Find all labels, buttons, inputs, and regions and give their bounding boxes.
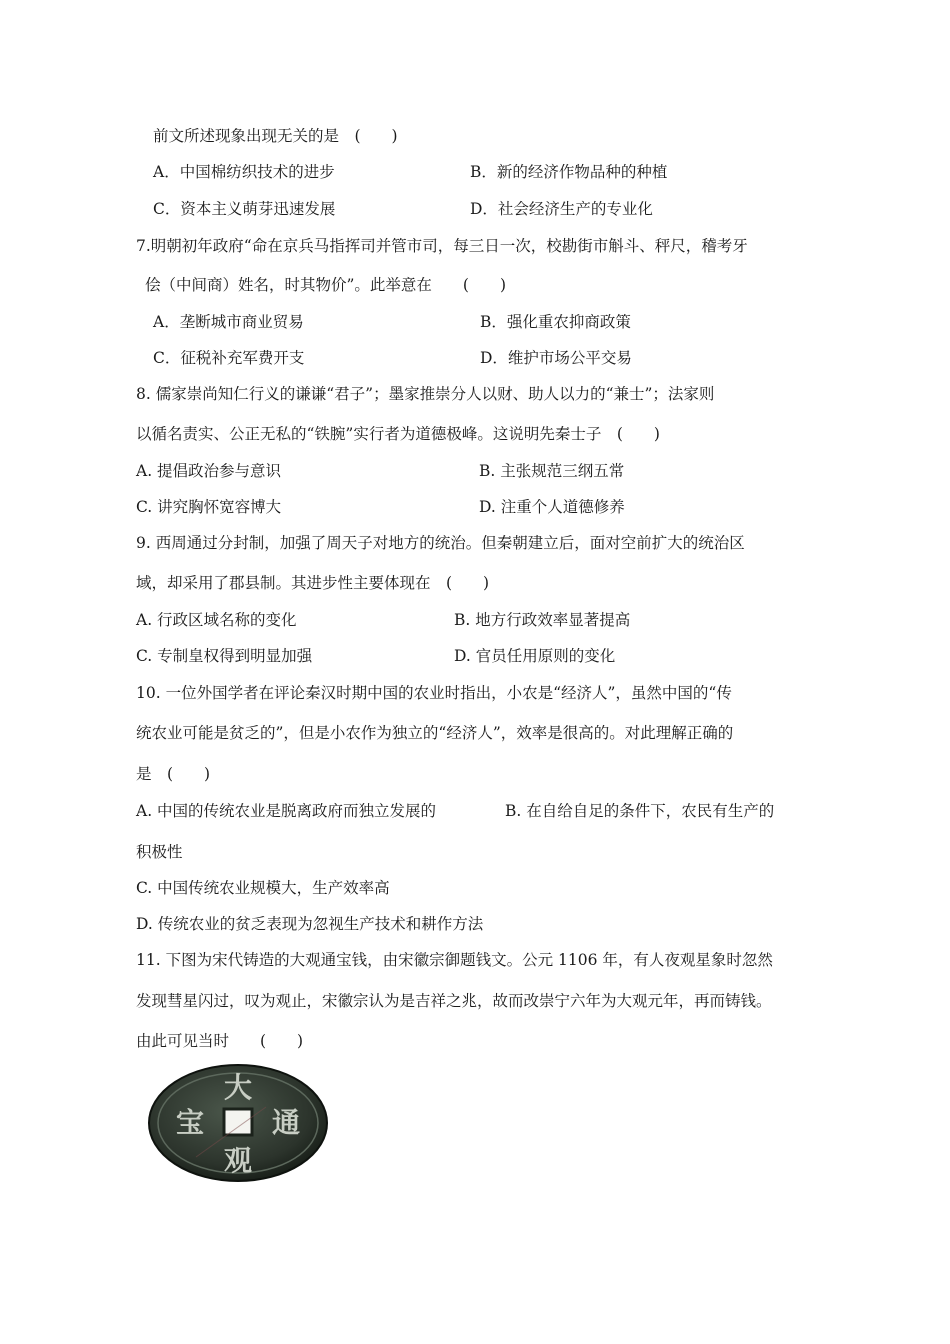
q8-stem-line1: 8. 儒家崇尚知仁行义的谦谦“君子”；墨家推崇分人以财、助人以力的“兼士”；法家则 — [136, 385, 715, 403]
q9-stem-line2: 域，却采用了郡县制。其进步性主要体现在 ( ) — [136, 574, 490, 592]
q11-stem-line3: 由此可见当时 ( ) — [136, 1032, 304, 1050]
q6-stem-tail: 前文所述现象出现无关的是 ( ) — [153, 127, 398, 145]
q8-option-b: B. 主张规范三纲五常 — [479, 462, 625, 480]
q7-option-a: A．垄断城市商业贸易 — [153, 313, 304, 331]
q6-option-b: B．新的经济作物品种的种植 — [470, 163, 668, 181]
coin-char-top: 大 — [223, 1071, 253, 1104]
q10-option-c: C. 中国传统农业规模大，生产效率高 — [136, 879, 390, 897]
q9-option-b: B. 地方行政效率显著提高 — [454, 611, 631, 629]
q10-option-d: D. 传统农业的贫乏表现为忽视生产技术和耕作方法 — [136, 915, 484, 933]
q6-option-c: C．资本主义萌芽迅速发展 — [153, 200, 336, 218]
coin-char-left: 宝 — [175, 1106, 205, 1139]
q7-option-d: D．维护市场公平交易 — [480, 349, 632, 367]
q10-stem-line1: 10. 一位外国学者在评论秦汉时期中国的农业时指出，小农是“经济人”，虽然中国的“传 — [136, 684, 732, 702]
q8-option-a: A. 提倡政治参与意识 — [136, 462, 282, 480]
q8-stem-line2: 以循名责实、公正无私的“铁腕”实行者为道德极峰。这说明先秦士子 ( ) — [136, 425, 660, 443]
q9-stem-line1: 9. 西周通过分封制，加强了周天子对地方的统治。但秦朝建立后，面对空前扩大的统治区 — [136, 534, 745, 552]
q11-stem-line2: 发现彗星闪过，叹为观止，宋徽宗认为是吉祥之兆，故而改崇宁六年为大观元年，再而铸钱。 — [136, 992, 772, 1010]
coin-char-right: 通 — [271, 1106, 301, 1139]
coin-char-bottom: 观 — [223, 1144, 253, 1177]
coin-square-hole — [224, 1109, 252, 1135]
q7-option-b: B．强化重农抑商政策 — [480, 313, 631, 331]
q10-stem-line2: 统农业可能是贫乏的”，但是小农作为独立的“经济人”，效率是很高的。对此理解正确的 — [136, 724, 734, 742]
q6-option-a: A．中国棉纺织技术的进步 — [153, 163, 335, 181]
q10-option-b-line2: 积极性 — [136, 843, 183, 861]
q9-option-a: A. 行政区域名称的变化 — [136, 611, 297, 629]
q6-option-d: D．社会经济生产的专业化 — [470, 200, 653, 218]
q7-stem-line1: 7.明朝初年政府“命在京兵马指挥司并管市司，每三日一次，校勘街市斛斗、秤尺，稽考牙 — [136, 237, 748, 255]
coin-image — [146, 1062, 330, 1184]
q7-stem-line2: 侩（中间商）姓名，时其物价”。此举意在 ( ) — [145, 276, 507, 294]
q9-option-c: C. 专制皇权得到明显加强 — [136, 647, 313, 665]
q10-stem-line3: 是 ( ) — [136, 765, 211, 783]
q10-option-b-line1: B. 在自给自足的条件下，农民有生产的 — [505, 802, 775, 820]
q9-option-d: D. 官员任用原则的变化 — [454, 647, 616, 665]
q11-stem-line1: 11. 下图为宋代铸造的大观通宝钱，由宋徽宗御题钱文。公元 1106 年，有人夜观星象时忽然 — [136, 951, 773, 969]
q8-option-c: C. 讲究胸怀宽容博大 — [136, 498, 282, 516]
q7-option-c: C．征税补充军费开支 — [153, 349, 305, 367]
q10-option-a: A. 中国的传统农业是脱离政府而独立发展的 — [136, 802, 437, 820]
q8-option-d: D. 注重个人道德修养 — [479, 498, 625, 516]
